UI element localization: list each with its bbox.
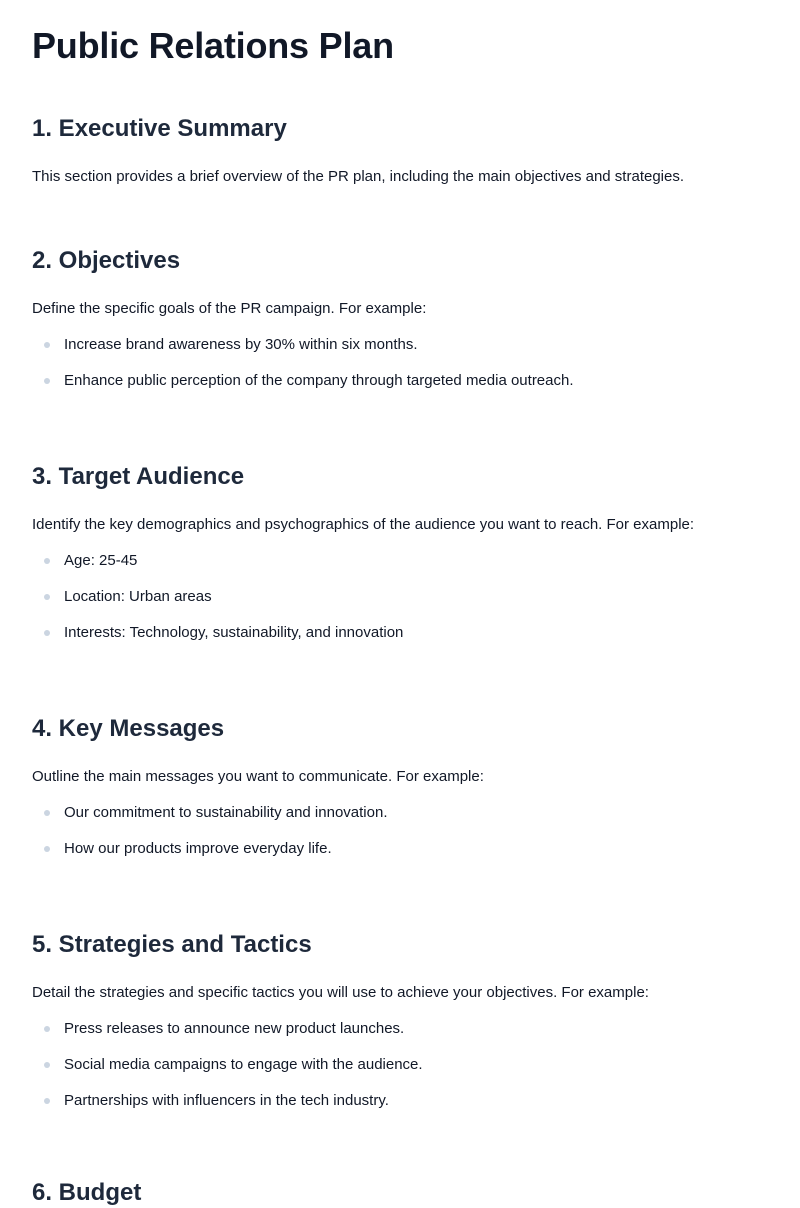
- bullet-list: [32, 550, 768, 658]
- list-item-text: Our commitment to sustainability and innovation.: [64, 804, 388, 821]
- list-item-text: Age: 25-45: [64, 552, 138, 569]
- list-item: [32, 586, 768, 622]
- bullet-list: [32, 802, 768, 874]
- section-heading: 5. Strategies and Tactics: [32, 931, 312, 958]
- list-item-text: Enhance public perception of the company through targeted media outreach.: [64, 372, 574, 389]
- bullet-icon: [44, 1062, 50, 1068]
- list-item-text: Interests: Technology, sustainability, and innovation: [64, 624, 404, 641]
- bullet-icon: [44, 558, 50, 564]
- bullet-list: [32, 334, 768, 406]
- list-item: [32, 334, 768, 370]
- section-heading: 3. Target Audience: [32, 463, 245, 490]
- bullet-icon: [44, 342, 50, 348]
- list-item-text: Social media campaigns to engage with the audience.: [64, 1056, 423, 1073]
- section-executive-summary: [32, 114, 768, 188]
- list-item-text: Partnerships with influencers in the tech industry.: [64, 1092, 389, 1109]
- list-item: [32, 370, 768, 406]
- bullet-icon: [44, 378, 50, 384]
- list-item-text: Location: Urban areas: [64, 588, 212, 605]
- section-key-messages: [32, 714, 768, 874]
- list-item-text: Increase brand awareness by 30% within six months.: [64, 336, 418, 353]
- list-item: [32, 550, 768, 586]
- page-title: Public Relations Plan: [32, 25, 394, 66]
- section-heading: 6. Budget: [32, 1179, 142, 1206]
- section-strategies-and-tactics: [32, 930, 768, 1126]
- section-paragraph: Outline the main messages you want to communicate. For example:: [32, 768, 484, 785]
- bullet-icon: [44, 594, 50, 600]
- list-item: [32, 1090, 768, 1126]
- bullet-icon: [44, 810, 50, 816]
- list-item-text: Press releases to announce new product launches.: [64, 1020, 405, 1037]
- list-item: [32, 1054, 768, 1090]
- section-heading: 4. Key Messages: [32, 715, 225, 742]
- list-item: [32, 838, 768, 874]
- bullet-icon: [44, 1098, 50, 1104]
- list-item: [32, 1018, 768, 1054]
- section-target-audience: [32, 462, 768, 658]
- section-budget: [32, 1178, 768, 1208]
- section-heading: 2. Objectives: [32, 247, 181, 274]
- section-paragraph: Identify the key demographics and psychographics of the audience you want to reach. For example:: [32, 516, 695, 533]
- bullet-icon: [44, 630, 50, 636]
- list-item: [32, 622, 768, 658]
- section-objectives: [32, 246, 768, 406]
- bullet-list: [32, 1018, 768, 1126]
- section-paragraph: This section provides a brief overview of the PR plan, including the main objectives and strategies.: [32, 168, 685, 185]
- list-item: [32, 802, 768, 838]
- section-heading: 1. Executive Summary: [32, 115, 287, 142]
- section-paragraph: Detail the strategies and specific tactics you will use to achieve your objectives. For example:: [32, 984, 649, 1001]
- list-item-text: How our products improve everyday life.: [64, 840, 332, 857]
- section-paragraph: Define the specific goals of the PR campaign. For example:: [32, 300, 427, 317]
- bullet-icon: [44, 846, 50, 852]
- bullet-icon: [44, 1026, 50, 1032]
